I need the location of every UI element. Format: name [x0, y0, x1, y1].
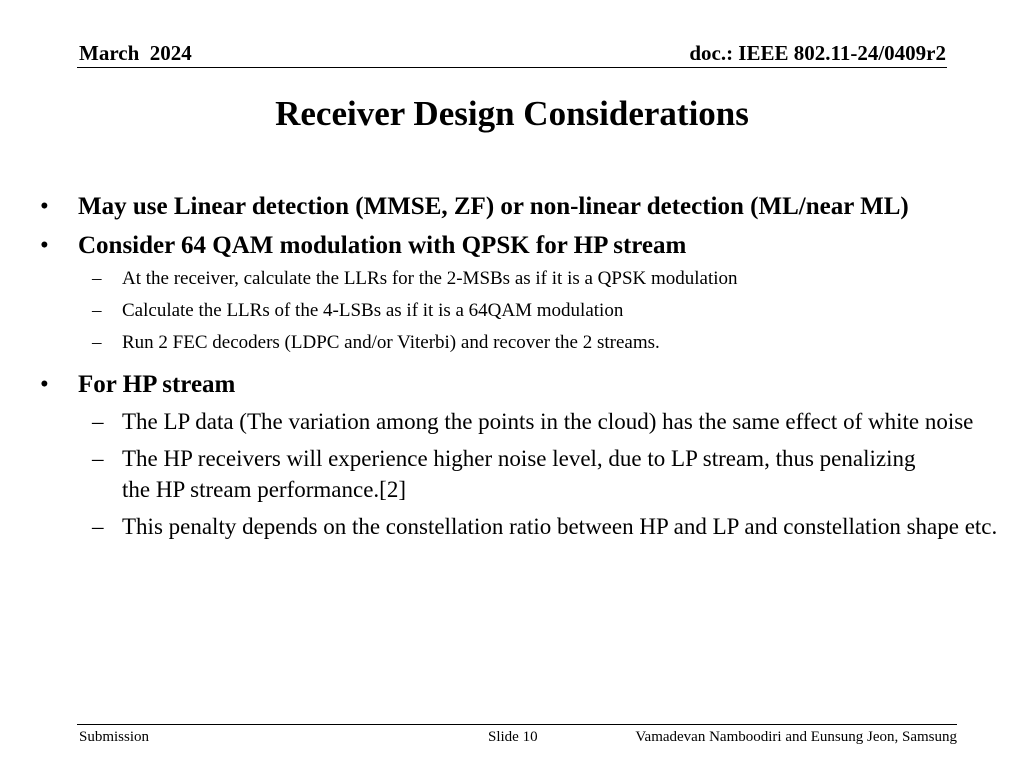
- sub-item-text: Calculate the LLRs of the 4-LSBs as if it is a 64QAM modulation: [122, 300, 624, 321]
- bullet-item: [40, 368, 983, 401]
- sub-item-text: This penalty depends on the constellation ratio between HP and LP and constellation shape etc.: [122, 514, 998, 539]
- sub-item: [92, 298, 1024, 324]
- bullet-text: May use Linear detection (MMSE, ZF) or non-linear detection (ML/near ML): [78, 193, 909, 220]
- bullet-text: Consider 64 QAM modulation with QPSK for HP stream: [78, 232, 687, 259]
- sub-item-text: The LP data (The variation among the points in the cloud) has the same effect of white noise: [122, 409, 974, 434]
- sub-item-text: The HP receivers will experience higher noise level, due to LP stream, thus penalizing the HP stream performance.[2]: [122, 446, 916, 502]
- dash-marker: –: [92, 409, 104, 434]
- sub-item-text: At the receiver, calculate the LLRs for the 2-MSBs as if it is a QPSK modulation: [122, 268, 738, 289]
- header-doc-id: doc.: IEEE 802.11-24/0409r2: [689, 41, 946, 65]
- sub-item: [92, 266, 1024, 292]
- bullet-item: [40, 190, 983, 223]
- bullet-item: [40, 229, 983, 262]
- sub-item: [92, 406, 1002, 437]
- sub-item: [92, 443, 922, 505]
- footer-authors: Vamadevan Namboodiri and Eunsung Jeon, Samsung: [635, 729, 957, 745]
- bullet-marker: •: [40, 371, 49, 398]
- slide-content: [0, 190, 1024, 542]
- footer-slide-number: Slide 10: [488, 729, 538, 745]
- bullet-text: For HP stream: [78, 371, 236, 398]
- bullet-marker: •: [40, 232, 49, 259]
- header-divider: [77, 67, 947, 68]
- sub-item: [92, 511, 1002, 542]
- dash-marker: –: [92, 332, 102, 353]
- dash-marker: –: [92, 300, 102, 321]
- header-date: March 2024: [79, 41, 192, 65]
- sub-item-text: Run 2 FEC decoders (LDPC and/or Viterbi) and recover the 2 streams.: [122, 332, 660, 353]
- footer-divider: [77, 724, 957, 725]
- dash-marker: –: [92, 268, 102, 289]
- sub-item: [92, 330, 1024, 356]
- footer-submission: Submission: [79, 729, 150, 745]
- slide-title: Receiver Design Considerations: [275, 94, 749, 133]
- dash-marker: –: [92, 446, 104, 471]
- dash-marker: –: [92, 514, 104, 539]
- bullet-marker: •: [40, 193, 49, 220]
